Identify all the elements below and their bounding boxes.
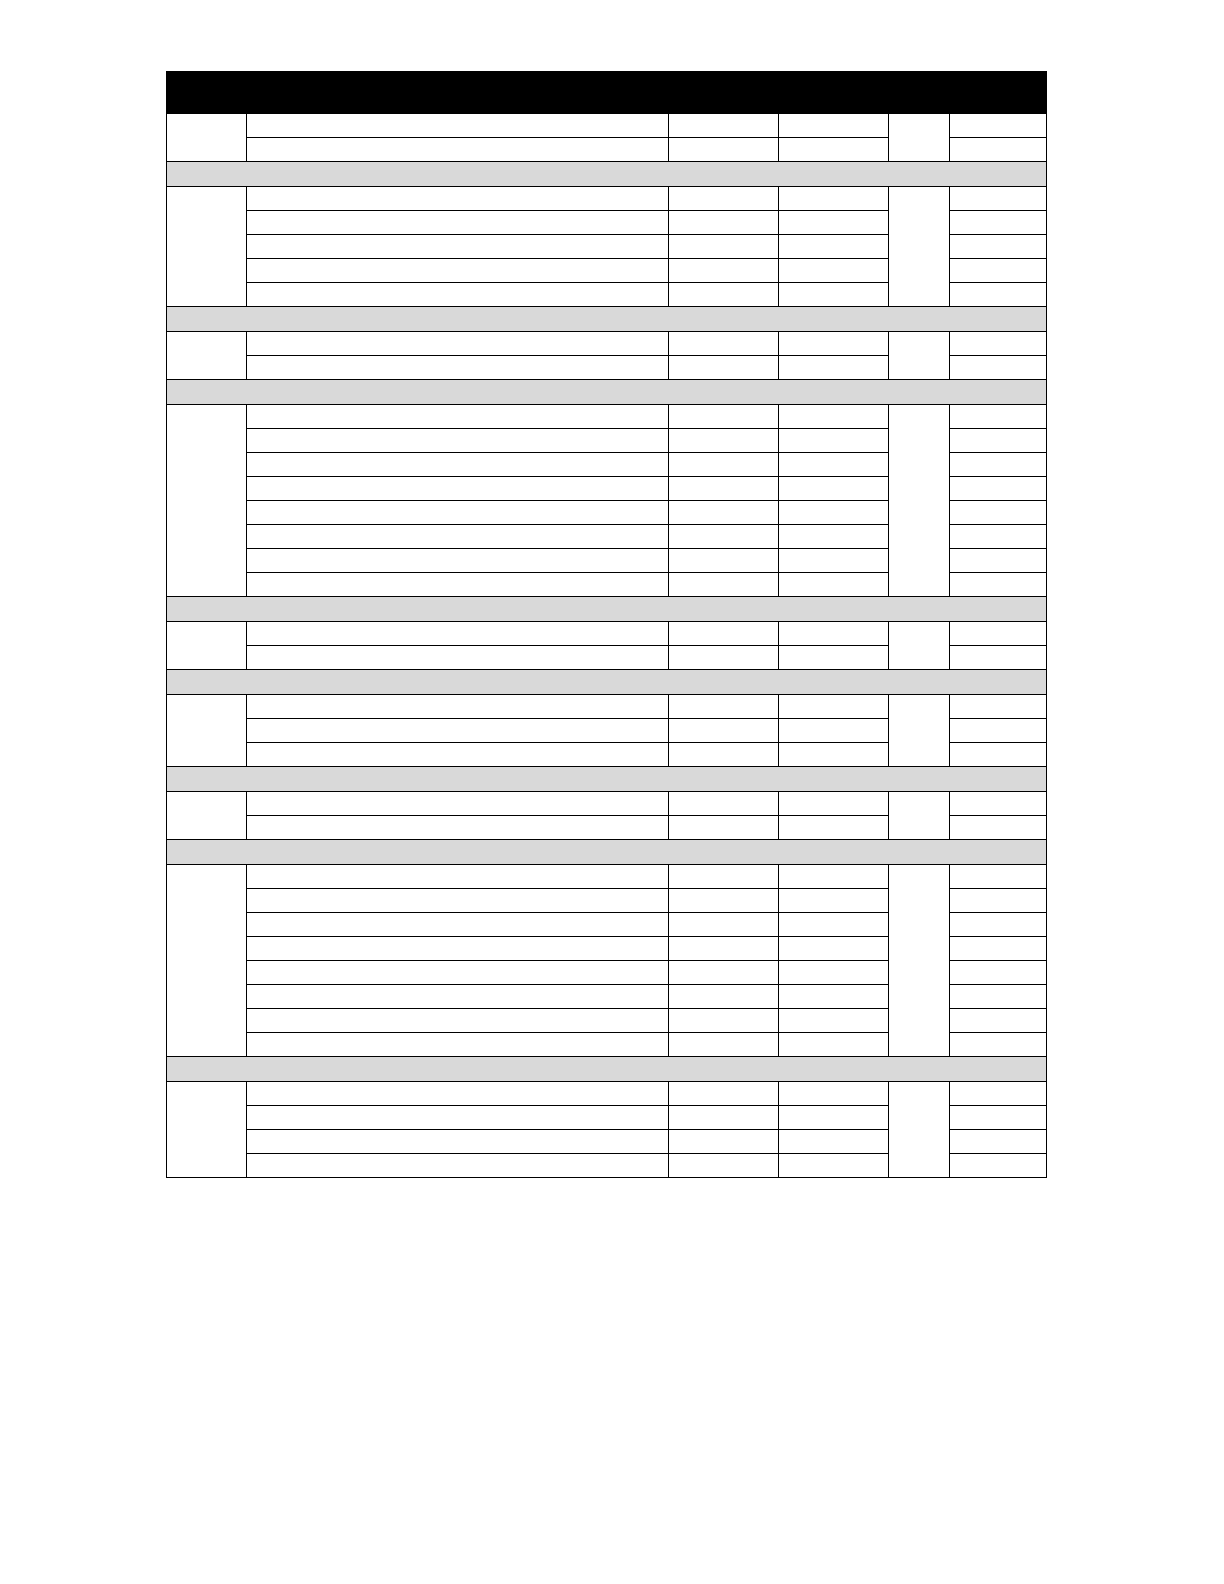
item-entry-cell[interactable] xyxy=(950,1154,1047,1178)
item-description-cell[interactable] xyxy=(247,429,669,453)
item-entry-cell[interactable] xyxy=(950,1130,1047,1154)
item-value-cell[interactable] xyxy=(779,1009,889,1033)
item-entry-cell[interactable] xyxy=(950,1009,1047,1033)
section-divider-row xyxy=(167,380,1047,405)
group-merged-cell xyxy=(889,622,950,670)
group-label-cell xyxy=(167,622,247,670)
item-entry-cell[interactable] xyxy=(950,961,1047,985)
item-value-cell[interactable] xyxy=(779,259,889,283)
section-divider-cell xyxy=(167,597,1047,622)
table-row xyxy=(167,332,1047,356)
item-description-cell[interactable] xyxy=(247,1009,669,1033)
item-value-cell[interactable] xyxy=(779,646,889,670)
item-description-cell[interactable] xyxy=(247,211,669,235)
item-value-cell[interactable] xyxy=(669,114,779,138)
item-value-cell[interactable] xyxy=(669,695,779,719)
item-entry-cell[interactable] xyxy=(950,259,1047,283)
item-entry-cell[interactable] xyxy=(950,405,1047,429)
item-value-cell[interactable] xyxy=(669,211,779,235)
item-entry-cell[interactable] xyxy=(950,573,1047,597)
group-merged-cell xyxy=(889,114,950,162)
item-description-cell[interactable] xyxy=(247,405,669,429)
item-value-cell[interactable] xyxy=(779,138,889,162)
header-cell-6 xyxy=(950,72,1047,114)
item-description-cell[interactable] xyxy=(247,913,669,937)
section-divider-cell xyxy=(167,162,1047,187)
header-cell-2 xyxy=(247,72,669,114)
group-label-cell xyxy=(167,865,247,1057)
item-description-cell[interactable] xyxy=(247,114,669,138)
item-entry-cell[interactable] xyxy=(950,985,1047,1009)
item-value-cell[interactable] xyxy=(669,1009,779,1033)
item-description-cell[interactable] xyxy=(247,1154,669,1178)
item-value-cell[interactable] xyxy=(669,961,779,985)
table-row xyxy=(167,695,1047,719)
table-row xyxy=(167,405,1047,429)
item-entry-cell[interactable] xyxy=(950,913,1047,937)
item-entry-cell[interactable] xyxy=(950,1033,1047,1057)
item-value-cell[interactable] xyxy=(779,1082,889,1106)
item-description-cell[interactable] xyxy=(247,961,669,985)
item-value-cell[interactable] xyxy=(779,913,889,937)
item-value-cell[interactable] xyxy=(779,719,889,743)
section-divider-cell xyxy=(167,767,1047,792)
item-value-cell[interactable] xyxy=(779,1130,889,1154)
item-entry-cell[interactable] xyxy=(950,138,1047,162)
item-entry-cell[interactable] xyxy=(950,501,1047,525)
item-value-cell[interactable] xyxy=(669,889,779,913)
group-merged-cell xyxy=(889,332,950,380)
item-description-cell[interactable] xyxy=(247,573,669,597)
item-value-cell[interactable] xyxy=(669,549,779,573)
item-value-cell[interactable] xyxy=(779,477,889,501)
item-entry-cell[interactable] xyxy=(950,332,1047,356)
group-label-cell xyxy=(167,332,247,380)
item-entry-cell[interactable] xyxy=(950,792,1047,816)
item-value-cell[interactable] xyxy=(669,1106,779,1130)
item-value-cell[interactable] xyxy=(669,453,779,477)
item-entry-cell[interactable] xyxy=(950,477,1047,501)
item-value-cell[interactable] xyxy=(669,1154,779,1178)
item-value-cell[interactable] xyxy=(669,1033,779,1057)
item-value-cell[interactable] xyxy=(779,549,889,573)
item-description-cell[interactable] xyxy=(247,719,669,743)
item-description-cell[interactable] xyxy=(247,501,669,525)
item-value-cell[interactable] xyxy=(669,477,779,501)
item-entry-cell[interactable] xyxy=(950,743,1047,767)
item-value-cell[interactable] xyxy=(779,501,889,525)
header-cell-5 xyxy=(889,72,950,114)
header-cell-4 xyxy=(779,72,889,114)
item-value-cell[interactable] xyxy=(669,985,779,1009)
table-row xyxy=(167,1082,1047,1106)
section-divider-cell xyxy=(167,307,1047,332)
item-value-cell[interactable] xyxy=(669,235,779,259)
item-description-cell[interactable] xyxy=(247,235,669,259)
item-value-cell[interactable] xyxy=(779,211,889,235)
item-entry-cell[interactable] xyxy=(950,889,1047,913)
item-entry-cell[interactable] xyxy=(950,211,1047,235)
item-description-cell[interactable] xyxy=(247,259,669,283)
item-description-cell[interactable] xyxy=(247,1082,669,1106)
item-value-cell[interactable] xyxy=(779,622,889,646)
item-value-cell[interactable] xyxy=(779,961,889,985)
section-divider-row xyxy=(167,162,1047,187)
item-description-cell[interactable] xyxy=(247,646,669,670)
item-value-cell[interactable] xyxy=(669,865,779,889)
section-divider-cell xyxy=(167,380,1047,405)
item-description-cell[interactable] xyxy=(247,138,669,162)
item-description-cell[interactable] xyxy=(247,283,669,307)
item-value-cell[interactable] xyxy=(779,187,889,211)
table-row xyxy=(167,622,1047,646)
form-table xyxy=(166,71,1047,1178)
item-value-cell[interactable] xyxy=(779,937,889,961)
section-divider-row xyxy=(167,767,1047,792)
item-value-cell[interactable] xyxy=(669,356,779,380)
section-divider-row xyxy=(167,1057,1047,1082)
item-description-cell[interactable] xyxy=(247,985,669,1009)
item-entry-cell[interactable] xyxy=(950,719,1047,743)
item-description-cell[interactable] xyxy=(247,937,669,961)
item-value-cell[interactable] xyxy=(669,792,779,816)
item-value-cell[interactable] xyxy=(669,525,779,549)
item-description-cell[interactable] xyxy=(247,889,669,913)
item-entry-cell[interactable] xyxy=(950,453,1047,477)
item-description-cell[interactable] xyxy=(247,743,669,767)
item-value-cell[interactable] xyxy=(779,889,889,913)
group-merged-cell xyxy=(889,405,950,597)
item-value-cell[interactable] xyxy=(779,1106,889,1130)
group-merged-cell xyxy=(889,187,950,307)
section-divider-row xyxy=(167,840,1047,865)
group-merged-cell xyxy=(889,1082,950,1178)
item-value-cell[interactable] xyxy=(669,646,779,670)
item-entry-cell[interactable] xyxy=(950,114,1047,138)
table-row xyxy=(167,792,1047,816)
item-value-cell[interactable] xyxy=(779,573,889,597)
item-value-cell[interactable] xyxy=(779,695,889,719)
item-entry-cell[interactable] xyxy=(950,549,1047,573)
item-entry-cell[interactable] xyxy=(950,622,1047,646)
item-value-cell[interactable] xyxy=(779,405,889,429)
item-value-cell[interactable] xyxy=(779,453,889,477)
item-value-cell[interactable] xyxy=(669,405,779,429)
form-table-body xyxy=(167,72,1047,1178)
item-value-cell[interactable] xyxy=(669,743,779,767)
item-value-cell[interactable] xyxy=(779,283,889,307)
table-header-row xyxy=(167,72,1047,114)
item-value-cell[interactable] xyxy=(669,501,779,525)
item-value-cell[interactable] xyxy=(779,332,889,356)
item-entry-cell[interactable] xyxy=(950,235,1047,259)
item-value-cell[interactable] xyxy=(779,985,889,1009)
item-entry-cell[interactable] xyxy=(950,816,1047,840)
item-value-cell[interactable] xyxy=(669,1130,779,1154)
table-row xyxy=(167,187,1047,211)
item-value-cell[interactable] xyxy=(669,622,779,646)
group-merged-cell xyxy=(889,792,950,840)
section-divider-cell xyxy=(167,840,1047,865)
item-description-cell[interactable] xyxy=(247,816,669,840)
item-description-cell[interactable] xyxy=(247,792,669,816)
item-value-cell[interactable] xyxy=(779,525,889,549)
item-description-cell[interactable] xyxy=(247,525,669,549)
group-label-cell xyxy=(167,405,247,597)
item-value-cell[interactable] xyxy=(669,259,779,283)
item-value-cell[interactable] xyxy=(779,235,889,259)
item-entry-cell[interactable] xyxy=(950,865,1047,889)
item-description-cell[interactable] xyxy=(247,695,669,719)
item-value-cell[interactable] xyxy=(779,816,889,840)
header-cell-3 xyxy=(669,72,779,114)
table-row xyxy=(167,114,1047,138)
group-label-cell xyxy=(167,114,247,162)
item-value-cell[interactable] xyxy=(669,1082,779,1106)
item-value-cell[interactable] xyxy=(779,1154,889,1178)
group-label-cell xyxy=(167,695,247,767)
group-merged-cell xyxy=(889,865,950,1057)
item-entry-cell[interactable] xyxy=(950,283,1047,307)
section-divider-cell xyxy=(167,1057,1047,1082)
item-value-cell[interactable] xyxy=(669,816,779,840)
item-value-cell[interactable] xyxy=(779,865,889,889)
item-description-cell[interactable] xyxy=(247,187,669,211)
item-value-cell[interactable] xyxy=(669,187,779,211)
item-description-cell[interactable] xyxy=(247,453,669,477)
item-value-cell[interactable] xyxy=(779,356,889,380)
item-description-cell[interactable] xyxy=(247,1106,669,1130)
item-value-cell[interactable] xyxy=(779,743,889,767)
item-entry-cell[interactable] xyxy=(950,1106,1047,1130)
item-entry-cell[interactable] xyxy=(950,646,1047,670)
header-cell-1 xyxy=(167,72,247,114)
item-description-cell[interactable] xyxy=(247,1033,669,1057)
item-description-cell[interactable] xyxy=(247,622,669,646)
group-merged-cell xyxy=(889,695,950,767)
group-label-cell xyxy=(167,187,247,307)
item-description-cell[interactable] xyxy=(247,332,669,356)
item-value-cell[interactable] xyxy=(669,283,779,307)
item-value-cell[interactable] xyxy=(779,114,889,138)
item-entry-cell[interactable] xyxy=(950,695,1047,719)
item-description-cell[interactable] xyxy=(247,549,669,573)
section-divider-row xyxy=(167,670,1047,695)
item-value-cell[interactable] xyxy=(669,332,779,356)
item-entry-cell[interactable] xyxy=(950,525,1047,549)
item-value-cell[interactable] xyxy=(669,937,779,961)
item-value-cell[interactable] xyxy=(779,1033,889,1057)
item-value-cell[interactable] xyxy=(669,429,779,453)
item-entry-cell[interactable] xyxy=(950,356,1047,380)
item-entry-cell[interactable] xyxy=(950,937,1047,961)
item-value-cell[interactable] xyxy=(779,792,889,816)
item-description-cell[interactable] xyxy=(247,1130,669,1154)
item-value-cell[interactable] xyxy=(669,138,779,162)
item-description-cell[interactable] xyxy=(247,865,669,889)
item-entry-cell[interactable] xyxy=(950,1082,1047,1106)
group-label-cell xyxy=(167,792,247,840)
item-entry-cell[interactable] xyxy=(950,429,1047,453)
section-divider-cell xyxy=(167,670,1047,695)
section-divider-row xyxy=(167,307,1047,332)
item-entry-cell[interactable] xyxy=(950,187,1047,211)
table-row xyxy=(167,865,1047,889)
item-value-cell[interactable] xyxy=(669,913,779,937)
item-value-cell[interactable] xyxy=(779,429,889,453)
item-description-cell[interactable] xyxy=(247,477,669,501)
section-divider-row xyxy=(167,597,1047,622)
group-label-cell xyxy=(167,1082,247,1178)
item-description-cell[interactable] xyxy=(247,356,669,380)
item-value-cell[interactable] xyxy=(669,719,779,743)
item-value-cell[interactable] xyxy=(669,573,779,597)
